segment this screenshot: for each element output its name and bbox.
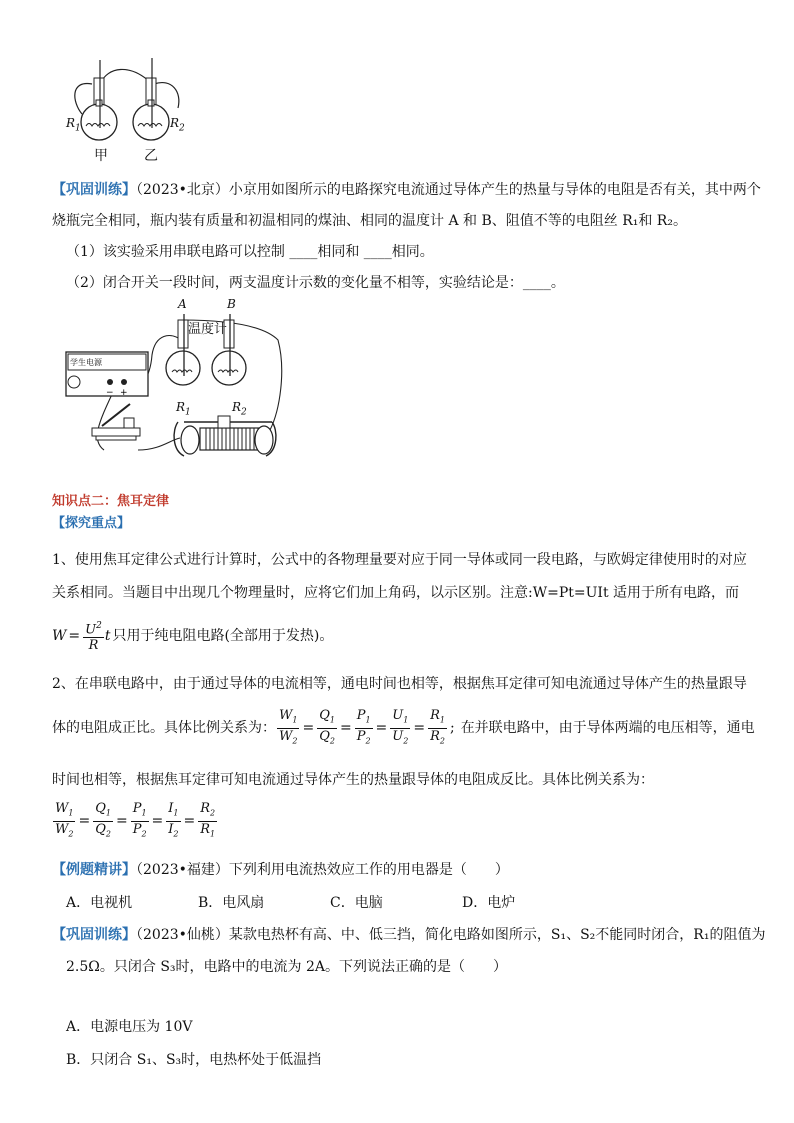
q1-sub1: （1）该实验采用串联电路可以控制 ____相同和 ____相同。	[66, 244, 434, 260]
top-flask-figure	[60, 52, 200, 167]
q3-option-b[interactable]: B．只闭合 S₁、S₃时，电热杯处于低温挡	[66, 1052, 322, 1068]
svg-text:−: −	[106, 388, 114, 398]
formula-u2-over-r: $\frac{U^2}{R}$	[85, 620, 102, 654]
q2-options	[66, 893, 756, 913]
q3-line1: 【巩固训练】（2023•仙桃）某款电热杯有高、中、低三挡，简化电路如图所示，S₁、S₂不能同时闭合，R₁的阻值为	[52, 927, 766, 943]
label-yi: 乙	[144, 148, 158, 164]
circuit-figure	[60, 300, 290, 480]
q3-line2: 2.5Ω。只闭合 S₃时，电路中的电流为 2A。下列说法正确的是（ ）	[66, 959, 507, 975]
circuit-r2-label: $R_2$	[232, 400, 247, 418]
p2-line1: 2、在串联电路中，由于通过导体的电流相等，通电时间也相等，根据焦耳定律可知电流通过导体产生的热量跟导	[52, 676, 747, 692]
q1-tag: 【巩固训练】	[52, 182, 136, 198]
q1-sub2: （2）闭合开关一段时间，两支温度计示数的变化量不相等，实验结论是：____。	[66, 275, 565, 291]
svg-text:+: +	[120, 388, 128, 398]
q1-line1: 【巩固训练】（2023•北京）小京用如图所示的电路探究电流通过导体产生的热量与导体的电阻是否有关，其中两个	[52, 182, 761, 198]
q2-line: 【例题精讲】（2023•福建）下列利用电流热效应工作的用电器是（ ）	[52, 862, 509, 878]
thermometer-label: 温度计	[188, 322, 228, 337]
circuit-label-b: B	[227, 297, 236, 311]
q2-option-d[interactable]: D．电炉	[462, 895, 516, 911]
label-jia: 甲	[94, 148, 108, 164]
top-r1-label: $R_1$	[66, 116, 81, 134]
p1-line1: 1、使用焦耳定律公式进行计算时，公式中的各物理量要对应于同一导体或同一段电路，与欧姆定律使用时的对应	[52, 552, 747, 568]
circuit-r1-label: $R_1$	[176, 400, 191, 418]
power-supply-label: 学生电源	[70, 358, 102, 367]
p1-line2: 关系相同。当题目中出现几个物理量时，应将它们加上角码，以示区别。注意:W=Pt=UIt 适用于所有电路，而	[52, 585, 740, 601]
q3-tag: 【巩固训练】	[52, 927, 136, 943]
p1-line3: W = $\frac{U^2}{R}$ t 只用于纯电阻电路(全部用于发热)。	[52, 620, 334, 654]
p2-line2: 体的电阻成正比。具体比例关系为： $\frac{W_1}{W_2}$ = $\frac{Q_1}{Q_2}$ = $\frac{P_1}{P_2}$ = $\frac{U_1}{U_2}$ = $\frac{R_1}{R_2}$ ; 在并联电路中，由于导体两端的电压相等，通电	[52, 706, 756, 750]
parallel-ratio-formula: $\frac{W_1}{W_2}$ = $\frac{Q_1}{Q_2}$ = $\frac{P_1}{P_2}$ = $\frac{I_1}{I_2}$ = $\frac{R_2}{R_1}$	[55, 800, 216, 839]
q2-option-a[interactable]: A．电视机	[66, 895, 133, 911]
series-ratio-formula: $\frac{W_1}{W_2}$ = $\frac{Q_1}{Q_2}$ = $\frac{P_1}{P_2}$ = $\frac{U_1}{U_2}$ = $\frac{R_1}{R_2}$	[279, 707, 445, 746]
focus-heading: 【探究重点】	[52, 516, 131, 531]
q1-line2: 烧瓶完全相同，瓶内装有质量和初温相同的煤油、相同的温度计 A 和 B、阻值不等的电阻丝 R₁和 R₂。	[52, 213, 687, 229]
knowledge-title: 知识点二：焦耳定律	[52, 494, 170, 509]
q2-option-c[interactable]: C．电脑	[330, 895, 383, 911]
q2-tag: 【例题精讲】	[52, 862, 136, 878]
q3-option-a[interactable]: A．电源电压为 10V	[66, 1019, 193, 1035]
circuit-label-a: A	[178, 297, 187, 311]
q2-option-b[interactable]: B．电风扇	[198, 895, 265, 911]
p2-line3: 时间也相等，根据焦耳定律可知电流通过导体产生的热量跟导体的电阻成反比。具体比例关系为：	[52, 772, 654, 788]
top-r2-label: $R_2$	[170, 116, 185, 134]
